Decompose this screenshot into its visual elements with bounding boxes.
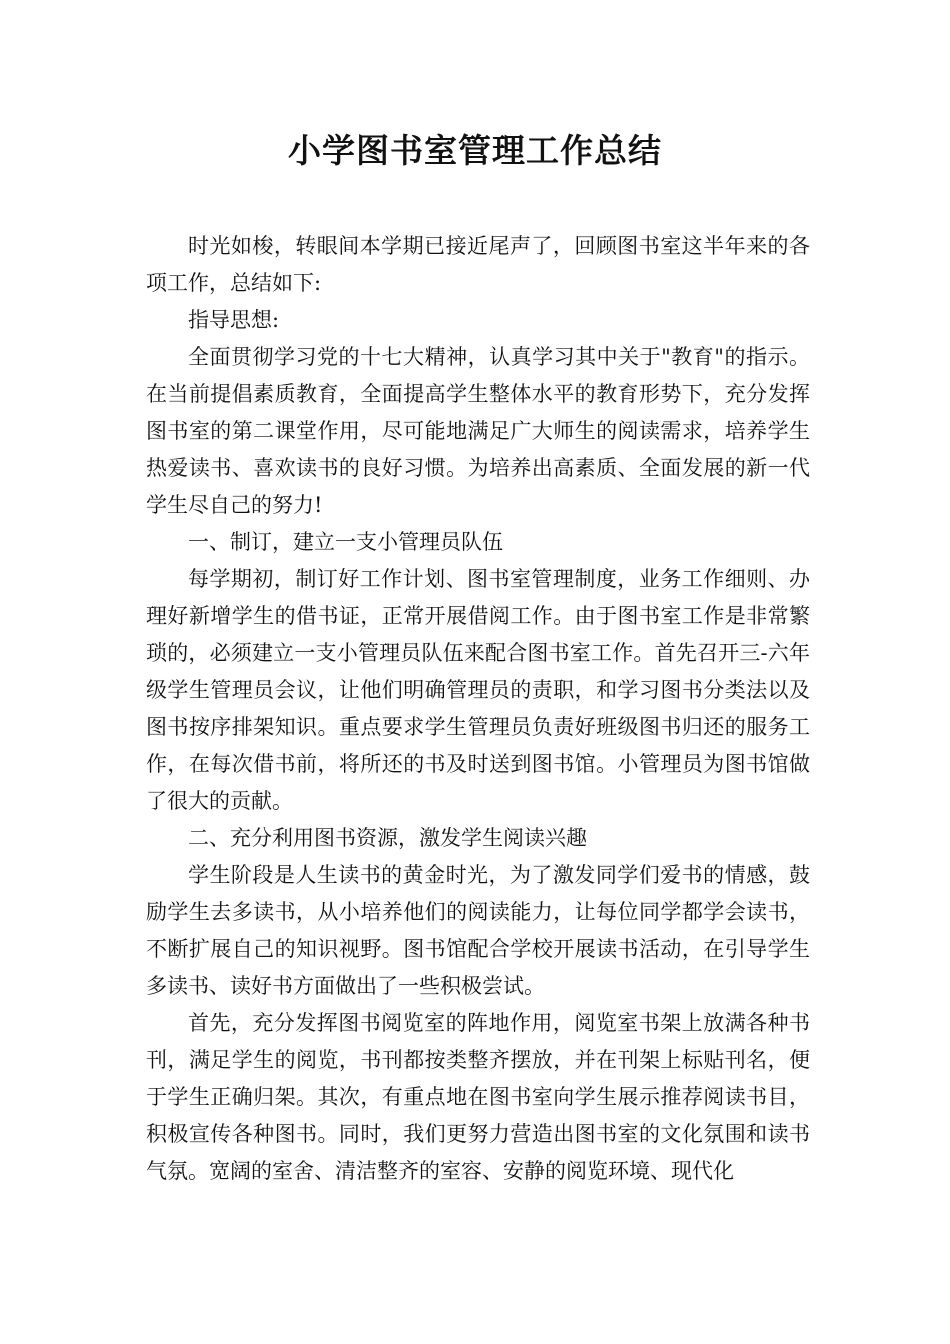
document-body <box>146 228 810 1190</box>
paragraph-section-1: 每学期初，制订好工作计划、图书室管理制度，业务工作细则、办理好新增学生的借书证，正常开展借阅工作。由于图书室工作是非常繁琐的，必须建立一支小管理员队伍来配合图书室工作。首先召开三-六年级学生管理员会议，让他们明确管理员的责职，和学习图书分类法以及图书按序排架知识。重点要求学生管理员负责好班级图书归还的服务工作，在每次借书前，将所还的书及时送到图书馆。小管理员为图书馆做了很大的贡献。 <box>146 567 810 813</box>
paragraph-section-2a: 学生阶段是人生读书的黄金时光，为了激发同学们爱书的情感，鼓励学生去多读书，从小培养他们的阅读能力，让每位同学都学会读书，不断扩展自己的知识视野。图书馆配合学校开展读书活动，在引导学生多读书、读好书方面做出了一些积极尝试。 <box>146 863 810 998</box>
section-heading-1: 一、制订，建立一支小管理员队伍 <box>188 530 503 554</box>
paragraph-guiding-heading: 指导思想: <box>188 308 280 332</box>
paragraph-section-2b: 首先，充分发挥图书阅览室的阵地作用，阅览室书架上放满各种书刊，满足学生的阅览，书刊都按类整齐摆放，并在刊架上标贴刊名，便于学生正确归架。其次，有重点地在图书室向学生展示推荐阅读书目，积极宣传各种图书。同时，我们更努力营造出图书室的文化氛围和读书气氛。宽阔的室舍、清洁整齐的室容、安静的阅览环境、现代化 <box>146 1011 810 1183</box>
document-title: 小学图书室管理工作总结 <box>288 131 662 170</box>
paragraph-intro: 时光如梭，转眼间本学期已接近尾声了，回顾图书室这半年来的各项工作，总结如下: <box>146 234 810 295</box>
section-heading-2: 二、充分利用图书资源，激发学生阅读兴趣 <box>188 826 587 850</box>
paragraph-guiding-thought: 全面贯彻学习党的十七大精神，认真学习其中关于"教育"的指示。在当前提倡素质教育，全面提高学生整体水平的教育形势下，充分发挥图书室的第二课堂作用，尽可能地满足广大师生的阅读需求，培养学生热爱读书、喜欢读书的良好习惯。为培养出高素质、全面发展的新一代学生尽自己的努力! <box>146 345 810 517</box>
